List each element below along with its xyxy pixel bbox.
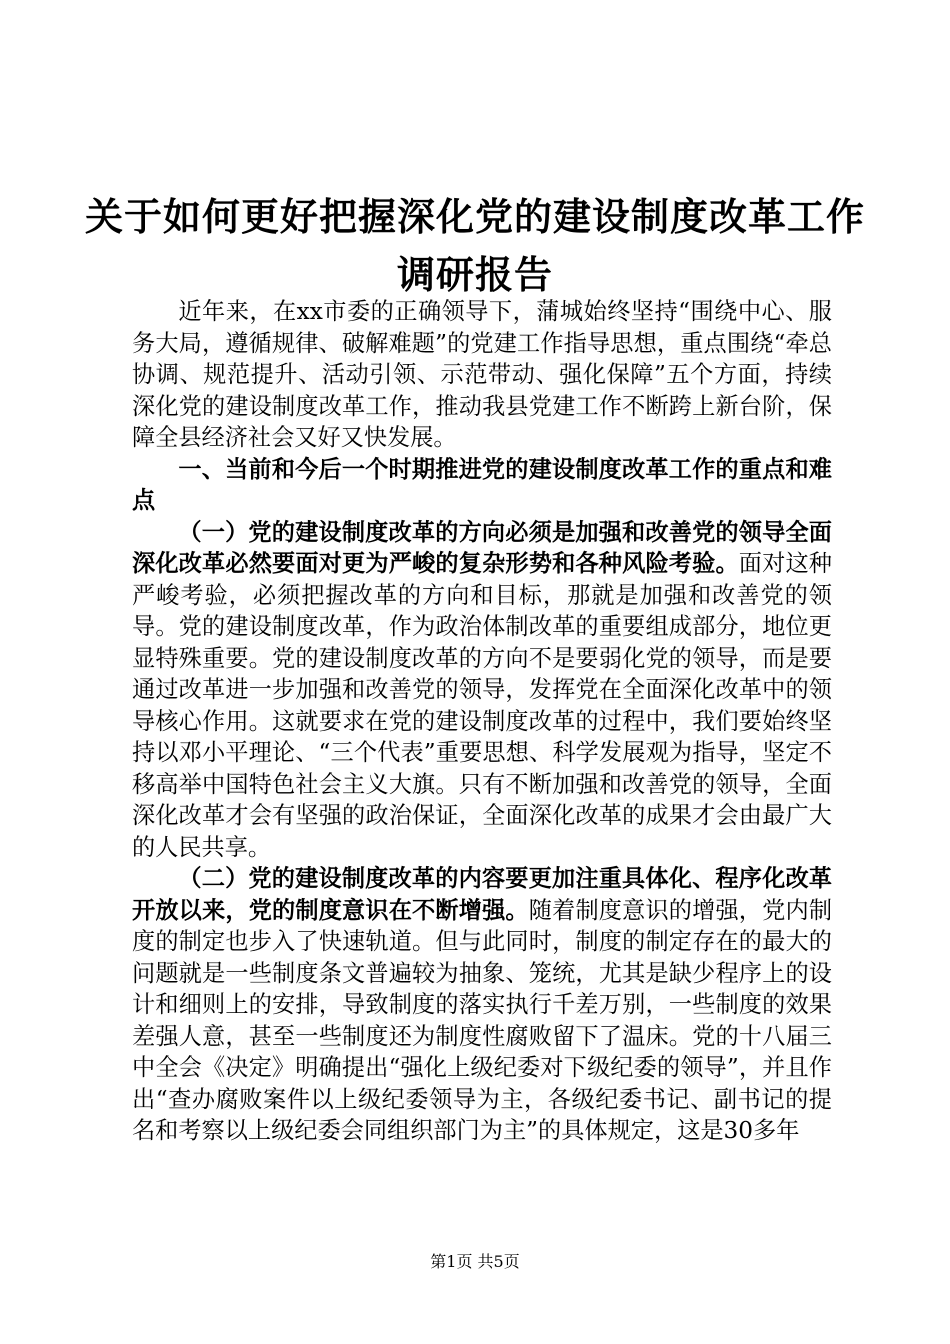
item-body-2: 随着制度意识的增强，党内制度的制定也步入了快速轨道。但与此同时，制度的制定存在的最大的问题就是一些制度条文普遍较为抽象、笼统，尤其是缺少程序上的设计和细则上的安排，导致制度的落实执行千差万别，一些制度的效果差强人意，甚至一些制度还为制度性腐败留下了温床。党的十八届三中全会《决定》明确提出“强化上级纪委对下级纪委的领导”，并且作出“查办腐败案件以上级纪委领导为主，各级纪委书记、副书记的提名和考察以上级纪委会同组织部门为主”的具体规定，这是30多年 [132, 896, 833, 1144]
item-body-1: 面对这种严峻考验，必须把握改革的方向和目标，那就是加强和改善党的领导。党的建设制度改革，作为政治体制改革的重要组成部分，地位更显特殊重要。党的建设制度改革的方向不是要弱化党的领导，而是要通过改革进一步加强和改善党的领导，发挥党在全面深化改革中的领导核心作用。这就要求在党的建设制度改革的过程中，我们要始终坚持以邓小平理论、“三个代表”重要思想、科学发展观为指导，坚定不移高举中国特色社会主义大旗。只有不断加强和改善党的领导，全面深化改革才会有坚强的政治保证，全面深化改革的成果才会由最广大的人民共享。 [132, 550, 832, 861]
intro-paragraph: 近年来，在xx市委的正确领导下，蒲城始终坚持“围绕中心、服务大局，遵循规律、破解难题”的党建工作指导思想，重点围绕“牵总协调、规范提升、活动引领、示范带动、强化保障”五个方面，持续深化党的建设制度改革工作，推动我县党建工作不断跨上新台阶，保障全县经济社会又好又快发展。 [132, 298, 832, 451]
item-lead-1: （一）党的建设制度改革的方向必须是加强和改善党的领导全面深化改革必然要面对更为严峻的复杂形势和各种风险考验。 [132, 518, 832, 577]
item-paragraph-2 [132, 863, 832, 1147]
item-paragraph-1 [132, 517, 832, 864]
section-heading-1: 一、当前和今后一个时期推进党的建设制度改革工作的重点和难点 [132, 455, 832, 514]
document-body [132, 296, 832, 1147]
item-lead-2: （二）党的建设制度改革的内容要更加注重具体化、程序化改革开放以来，党的制度意识在不断增强。 [132, 865, 832, 924]
page-footer: 第1页 共5页 [430, 1252, 520, 1271]
document-title-line2: 调研报告 [396, 252, 553, 297]
document-title-line1: 关于如何更好把握深化党的建设制度改革工作 [84, 194, 865, 239]
